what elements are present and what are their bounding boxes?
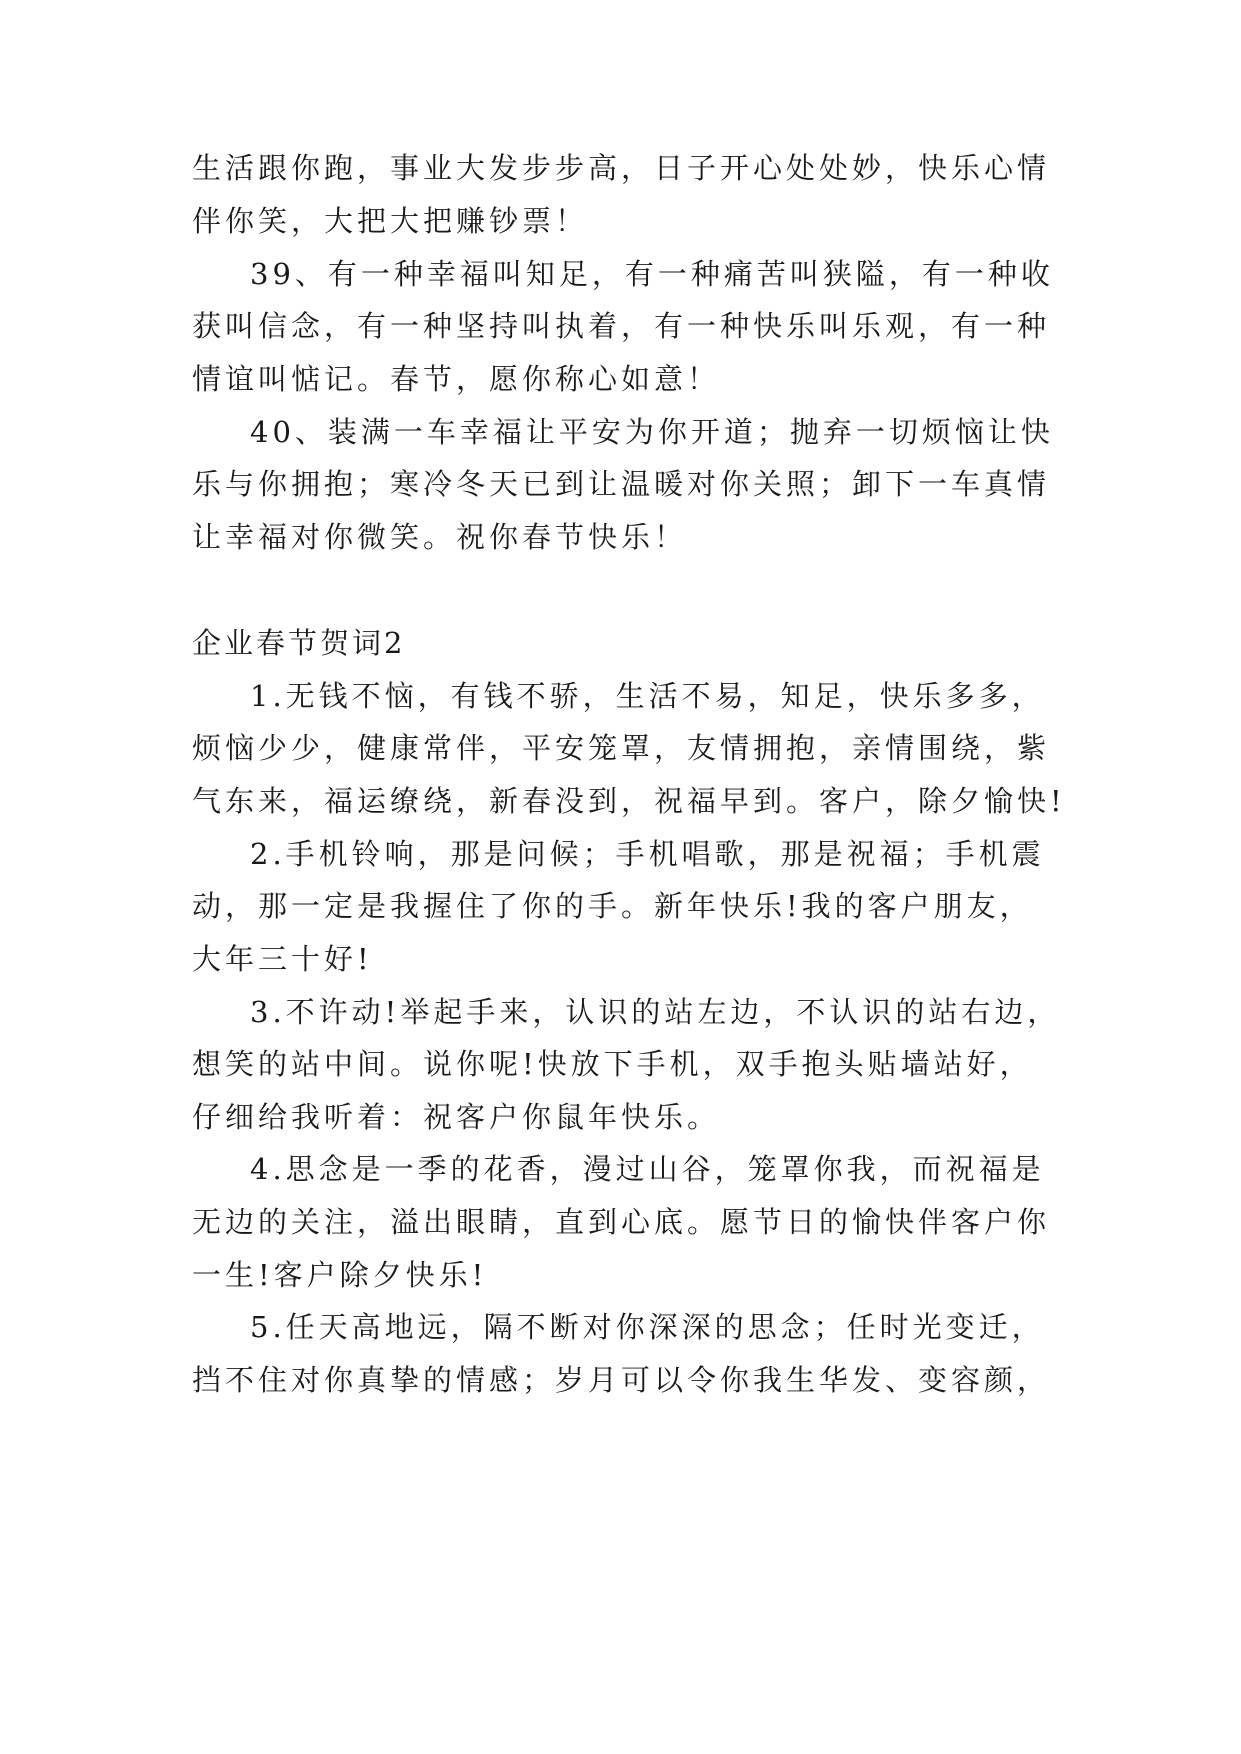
text-line: 2.手机铃响，那是问候；手机唱歌，那是祝福；手机震 [250, 837, 1045, 871]
text-line: 大年三十好! [192, 942, 373, 976]
text-line: 40、装满一车幸福让平安为你开道；抛弃一切烦恼让快 [250, 415, 1054, 449]
text-line: 仔细给我听着：祝客户你鼠年快乐。 [192, 1100, 721, 1134]
text-line: 挡不住对你真挚的情感；岁月可以令你我生华发、变容颜， [192, 1363, 1051, 1397]
text-line: 伴你笑，大把大把赚钞票！ [192, 204, 589, 238]
text-line: 1.无钱不恼，有钱不骄，生活不易，知足，快乐多多， [250, 679, 1045, 713]
text-line: 无边的关注，溢出眼睛，直到心底。愿节日的愉快伴客户你 [192, 1205, 1051, 1239]
text-line: 获叫信念，有一种坚持叫执着，有一种快乐叫乐观，有一种 [192, 309, 1051, 343]
text-line: 一生!客户除夕快乐! [192, 1258, 488, 1292]
text-line: 生活跟你跑，事业大发步步高，日子开心处处妙，快乐心情 [192, 151, 1051, 185]
text-line: 39、有一种幸福叫知足，有一种痛苦叫狭隘，有一种收 [250, 257, 1054, 291]
text-line: 情谊叫惦记。春节，愿你称心如意！ [192, 362, 721, 396]
text-line: 3.不许动!举起手来，认识的站左边，不认识的站右边， [250, 995, 1061, 1029]
text-line: 5.任天高地远，隔不断对你深深的思念；任时光变迁， [250, 1310, 1045, 1344]
text-line: 乐与你拥抱；寒冷冬天已到让温暖对你关照；卸下一车真情 [192, 467, 1051, 501]
text-line: 4.思念是一季的花香，漫过山谷，笼罩你我，而祝福是 [250, 1152, 1045, 1186]
section-title: 企业春节贺词2 [192, 626, 406, 660]
text-line: 气东来，福运缭绕，新春没到，祝福早到。客户，除夕愉快! [192, 784, 1066, 818]
text-line: 烦恼少少，健康常伴，平安笼罩，友情拥抱，亲情围绕，紫 [192, 731, 1051, 765]
text-line: 动，那一定是我握住了你的手。新年快乐!我的客户朋友， [192, 889, 1033, 923]
text-line: 让幸福对你微笑。祝你春节快乐！ [192, 520, 688, 554]
text-line: 想笑的站中间。说你呢!快放下手机，双手抱头贴墙站好， [192, 1047, 1033, 1081]
